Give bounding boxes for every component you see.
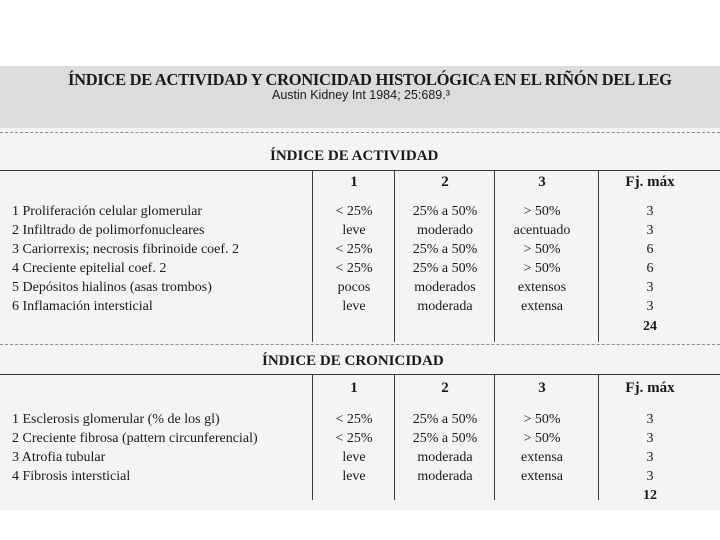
grade-1: leve	[342, 469, 366, 484]
max-score: 3	[646, 431, 654, 446]
grade-1: < 25%	[335, 204, 373, 219]
grade-2: 25% a 50%	[412, 204, 478, 219]
max-score: 3	[646, 450, 654, 465]
criterion: 5 Depósitos hialinos (asas trombos)	[12, 280, 212, 295]
activity-title-underline	[0, 170, 720, 171]
max-score: 6	[646, 261, 654, 276]
grade-2: moderada	[417, 299, 473, 314]
grade-2: 25% a 50%	[412, 412, 478, 427]
grade-3: > 50%	[523, 412, 561, 427]
grade-1: < 25%	[335, 261, 373, 276]
criterion: 4 Creciente epitelial coef. 2	[12, 261, 167, 276]
grade-3: extensa	[521, 450, 563, 465]
criterion: 3 Cariorrexis; necrosis fibrinoide coef. 2	[12, 242, 240, 257]
title-divider	[0, 132, 720, 133]
max-score: 3	[646, 280, 654, 295]
activity-row	[0, 204, 720, 223]
grade-1: pocos	[337, 280, 371, 295]
max-score: 3	[646, 469, 654, 484]
grade-3: > 50%	[523, 261, 561, 276]
activity-header-3: 3	[538, 174, 546, 190]
grade-1: < 25%	[335, 242, 373, 257]
chronicity-total: 12	[643, 488, 657, 503]
grade-3: > 50%	[523, 204, 561, 219]
criterion: 4 Fibrosis intersticial	[12, 469, 131, 484]
grade-2: moderados	[414, 280, 476, 295]
chronicity-title-underline	[0, 374, 720, 375]
activity-row	[0, 261, 720, 280]
grade-1: < 25%	[335, 412, 373, 427]
chronicity-header-2: 2	[441, 380, 449, 396]
chronicity-header-1: 1	[350, 380, 358, 396]
citation: Austin Kidney Int 1984; 25:689.³	[272, 88, 450, 102]
grade-3: extensa	[521, 299, 563, 314]
grade-2: moderada	[417, 469, 473, 484]
document-title: ÍNDICE DE ACTIVIDAD Y CRONICIDAD HISTOLÓGICA EN EL RIÑÓN DEL LEG	[68, 70, 672, 89]
activity-total: 24	[643, 319, 657, 334]
criterion: 2 Infiltrado de polimorfonucleares	[12, 223, 205, 238]
title-band	[0, 66, 720, 128]
grade-3: extensos	[517, 280, 567, 295]
grade-2: 25% a 50%	[412, 242, 478, 257]
grade-2: 25% a 50%	[412, 431, 478, 446]
criterion: 6 Inflamación intersticial	[12, 299, 153, 314]
grade-3: > 50%	[523, 242, 561, 257]
grade-1: leve	[342, 299, 366, 314]
activity-header-1: 1	[350, 174, 358, 190]
scanned-table-image	[0, 66, 720, 510]
grade-2: moderado	[417, 223, 473, 238]
criterion: 3 Atrofia tubular	[12, 450, 106, 465]
grade-3: acentuado	[513, 223, 571, 238]
chronicity-header-max: Fj. máx	[625, 380, 675, 396]
criterion: 2 Creciente fibrosa (pattern circunferencial)	[12, 431, 258, 446]
chronicity-section-title: ÍNDICE DE CRONICIDAD	[262, 353, 444, 369]
activity-row	[0, 223, 720, 242]
criterion: 1 Proliferación celular glomerular	[12, 204, 203, 219]
grade-1: < 25%	[335, 431, 373, 446]
grade-1: leve	[342, 223, 366, 238]
chronicity-header-3: 3	[538, 380, 546, 396]
grade-3: > 50%	[523, 431, 561, 446]
grade-3: extensa	[521, 469, 563, 484]
max-score: 3	[646, 299, 654, 314]
max-score: 3	[646, 412, 654, 427]
section-divider	[0, 344, 720, 345]
activity-header-max: Fj. máx	[625, 174, 675, 190]
criterion: 1 Esclerosis glomerular (% de los gl)	[12, 412, 220, 427]
activity-section-title: ÍNDICE DE ACTIVIDAD	[270, 148, 439, 164]
grade-1: leve	[342, 450, 366, 465]
activity-header-2: 2	[441, 174, 449, 190]
chronicity-row	[0, 469, 720, 488]
activity-row	[0, 242, 720, 261]
activity-row	[0, 280, 720, 299]
max-score: 3	[646, 204, 654, 219]
chronicity-row	[0, 450, 720, 469]
activity-row	[0, 299, 720, 318]
grade-2: moderada	[417, 450, 473, 465]
max-score: 3	[646, 223, 654, 238]
max-score: 6	[646, 242, 654, 257]
grade-2: 25% a 50%	[412, 261, 478, 276]
chronicity-row	[0, 412, 720, 431]
chronicity-row	[0, 431, 720, 450]
